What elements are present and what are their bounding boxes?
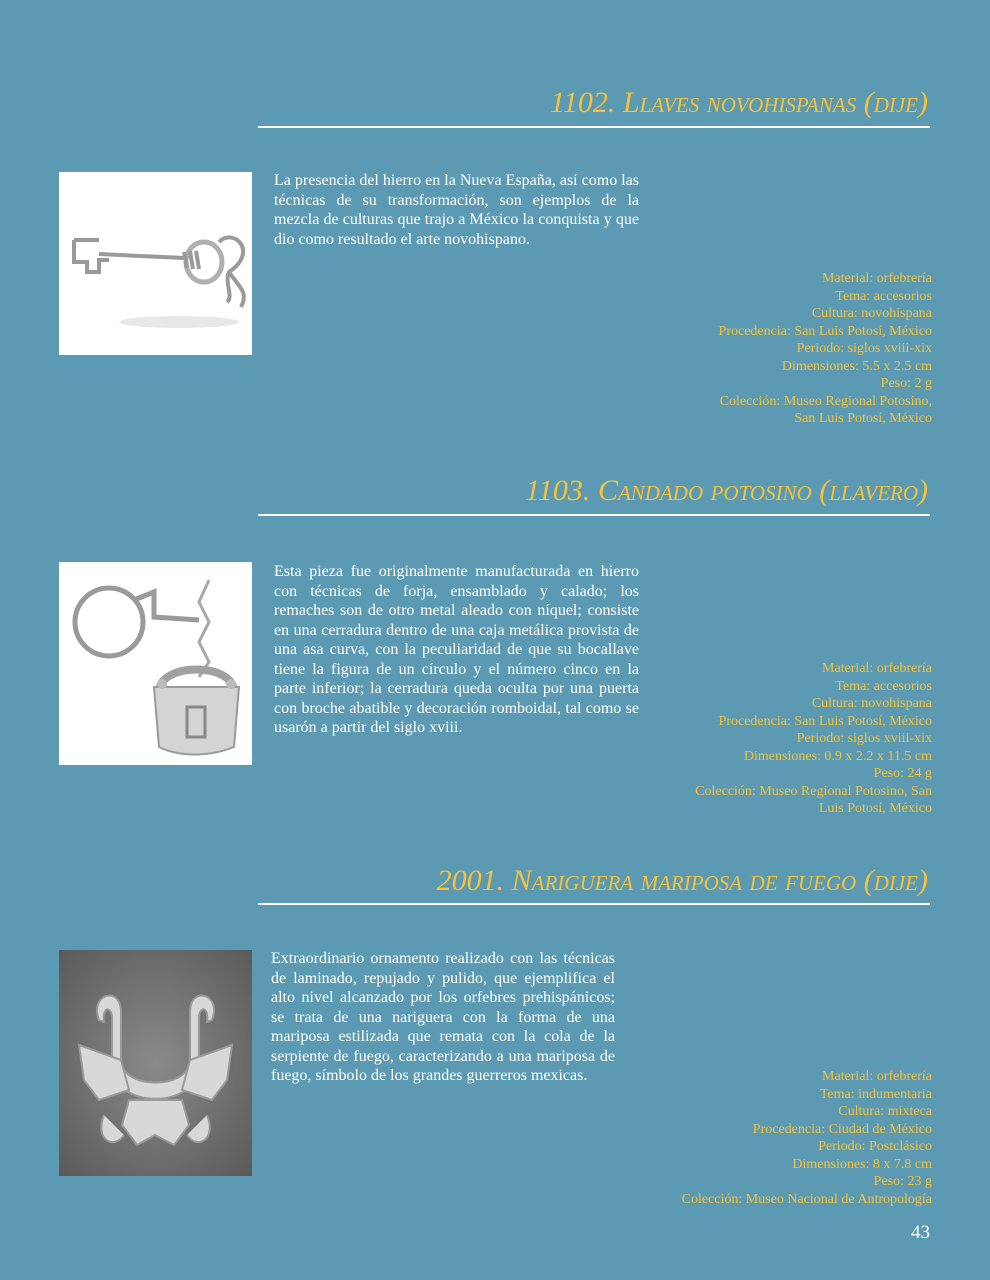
key-image <box>59 172 252 355</box>
title-divider <box>258 514 930 516</box>
item-specs: Material: orfebrería Tema: indumentaria Cultura: mixteca Procedencia: Ciudad de México Periodo: Postclásico Dimensiones: 8 x 7.8 cm Peso: 23 g Colección: Museo Nacional de Antropología <box>681 1069 932 1207</box>
item-title: 1102. Llaves novohispanas (dije) <box>550 86 928 119</box>
item-title: 1103. Candado potosino (llavero) <box>525 474 928 507</box>
item-description: La presencia del hierro en la Nueva España, así como las técnicas de su transformación, son ejemplos de la mezcla de culturas que trajo a México la conquista y que dio como resultado el arte novohispano. <box>274 172 639 248</box>
item-description: Extraordinario ornamento realizado con las técnicas de laminado, repujado y pulido, que ejemplifica el alto nivel alcanzado por los orfebres prehispánicos; se trata de una nariguera con la forma de una mariposa estilizada que remata con la cola de la serpiente de fuego, caracterizando a una mariposa de fuego, símbolo de los grandes guerreros mexicas. <box>271 950 615 1084</box>
title-divider <box>258 126 930 128</box>
butterfly-ornament-image <box>59 950 252 1176</box>
padlock-keychain-photo <box>59 562 252 765</box>
item-specs: Material: orfebrería Tema: accesorios Cultura: novohispana Procedencia: San Luis Potosí, México Periodo: siglos xviii-xix Dimensiones: 0.9 x 2.2 x 11.5 cm Peso: 24 g Colección: Museo Regional Potosino, San Luis Potosí, México <box>695 661 932 816</box>
page-number: 43 <box>911 1222 930 1243</box>
key-pendant-photo <box>59 172 252 355</box>
title-divider <box>258 903 930 905</box>
item-specs: Material: orfebrería Tema: accesorios Cultura: novohispana Procedencia: San Luis Potosí, México Periodo: siglos xviii-xix Dimensiones: 5.5 x 2.5 cm Peso: 2 g Colección: Museo Regional Potosino, San Luis Potosí, México <box>718 271 932 426</box>
padlock-image <box>59 562 252 765</box>
item-description: Esta pieza fue originalmente manufacturada en hierro con técnicas de forja, ensamblado y calado; los remaches son de otro metal aleado con níquel; consiste en una cerradura dentro de una caja metálica provista de una asa curva, con la peculiaridad de que su bocallave tiene la figura de un círculo y el número cinco en la parte inferior; la cerradura queda oculta por una puerta con broche abatible y decoración romboidal, tal como se usarón a partir del siglo xviii. <box>274 563 639 736</box>
item-title: 2001. Nariguera mariposa de fuego (dije) <box>436 864 928 897</box>
butterfly-nose-ornament-photo <box>59 950 252 1176</box>
